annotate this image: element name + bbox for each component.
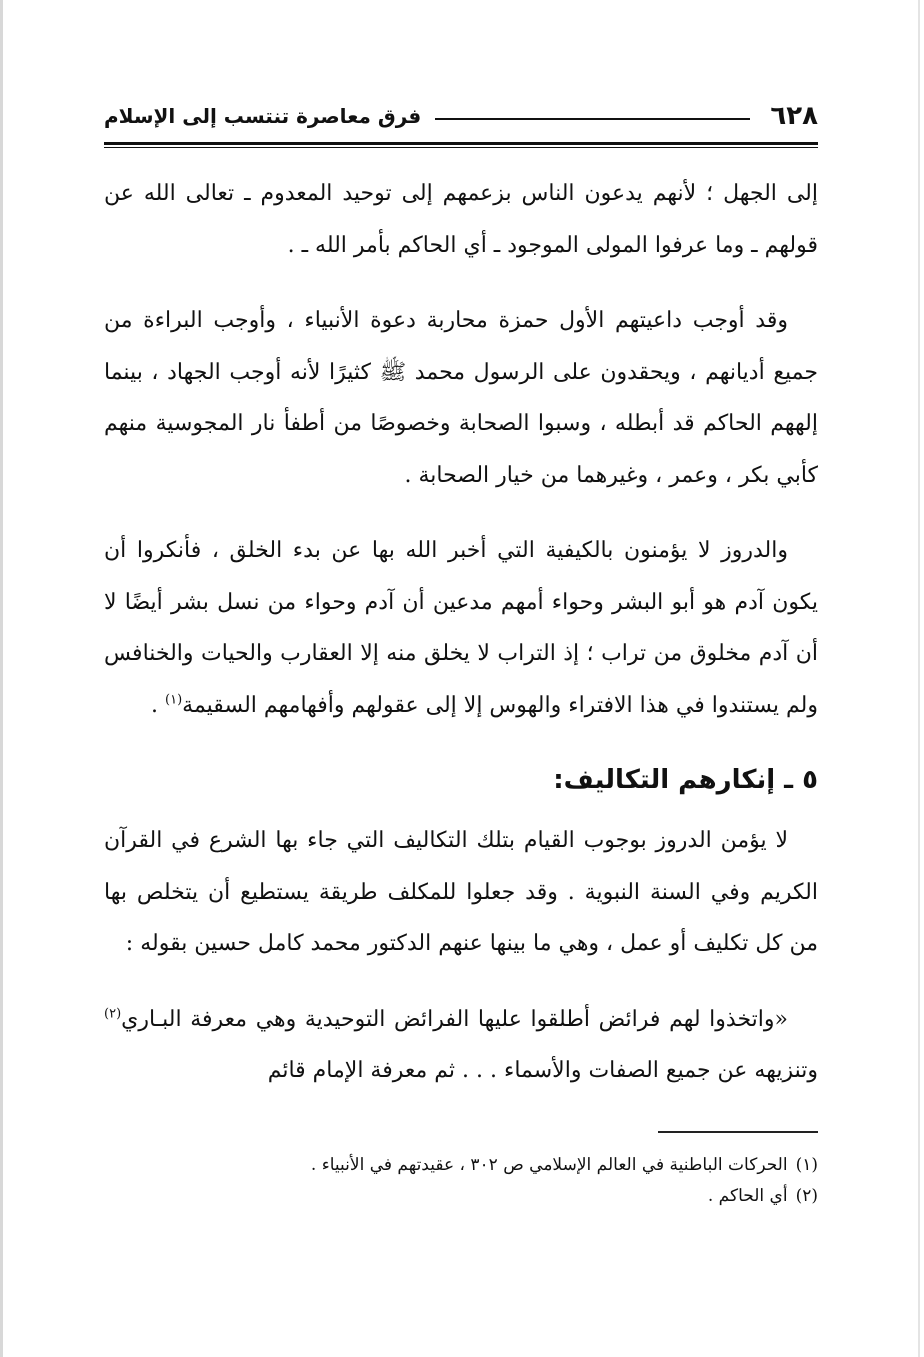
footnote-2-number: (٢) xyxy=(795,1186,818,1206)
paragraph-3-text: والدروز لا يؤمنون بالكيفية التي أخبر الله بها عن بدء الخلق ، فأنكروا أن يكون آدم هو أبو البشر وحواء أمهم مدعين أن آدم وحواء من نسل بشر أيضًا لا أن آدم مخلوق من تراب ؛ إذ التراب لا يخلق منه إلا العقارب والحيات والخنافس ولم يستندوا في هذا الافتراء والهوس إلا إلى عقولهم وأفهامهم السقيمة xyxy=(104,538,818,718)
footnote-1-text: الحركات الباطنية في العالم الإسلامي ص ٣٠٢ ، عقيدتهم في الأنبياء . xyxy=(310,1155,788,1175)
footnote-separator xyxy=(658,1131,818,1133)
footnote-1-number: (١) xyxy=(795,1155,818,1175)
book-page xyxy=(104,0,818,1357)
paragraph-1 xyxy=(104,168,818,271)
header-divider xyxy=(104,142,818,145)
paragraph-5-quote xyxy=(104,994,818,1097)
page-body xyxy=(104,168,818,1121)
footnote-2 xyxy=(104,1181,818,1212)
footnote-ref-1: (١) xyxy=(165,692,183,708)
section-heading: ٥ ـ إنكارهم التكاليف: xyxy=(553,765,818,795)
running-header xyxy=(104,96,818,136)
paragraph-3-tail: . xyxy=(151,692,166,718)
footnote-ref-2: (٢) xyxy=(104,1006,122,1022)
running-title: فرق معاصرة تنتسب إلى الإسلام xyxy=(104,104,422,128)
quote-text-before: «واتخذوا لهم فرائض أطلقوا عليها الفرائض التوحيدية وهي معرفة البـاري xyxy=(121,1006,788,1032)
scan-edge-right xyxy=(918,0,920,1357)
paragraph-3 xyxy=(104,525,818,731)
paragraph-4 xyxy=(104,815,818,970)
footnotes xyxy=(104,1150,818,1212)
paragraph-2-text: وقد أوجب داعيتهم الأول حمزة محاربة دعوة الأنبياء ، وأوجب البراءة من جميع أديانهم ، ويحقدون على الرسول محمد ﷺ كثيرًا لأنه أوجب الجهاد ، بينما إلههم الحاكم قد أبطله ، وسبوا الصحابة وخصوصًا من أطفأ نار المجوسية منهم كأبي بكر ، وعمر ، وغيرهما من خيار الصحابة . xyxy=(104,308,818,488)
paragraph-1-text: إلى الجهل ؛ لأنهم يدعون الناس بزعمهم إلى توحيد المعدوم ـ تعالى الله عن قولهم ـ وما عرفوا المولى الموجود ـ أي الحاكم بأمر الله ـ . xyxy=(104,181,818,258)
quote-text-after: وتنزيهه عن جميع الصفات والأسماء . . . ثم معرفة الإمام قائم xyxy=(267,1058,818,1083)
paragraph-4-text: لا يؤمن الدروز بوجوب القيام بتلك التكاليف التي جاء بها الشرع في القرآن الكريم وفي السنة النبوية . وقد جعلوا للمكلف طريقة يستطيع أن يتخلص بها من كل تكليف أو عمل ، وهي ما بينها عنهم الدكتور محمد كامل حسين بقوله : xyxy=(104,828,818,956)
page-number: ٦٢٨ xyxy=(770,101,818,131)
footnote-1 xyxy=(104,1150,818,1181)
footnote-2-text: أي الحاكم . xyxy=(707,1186,788,1206)
header-rule xyxy=(435,118,750,120)
scan-edge-left xyxy=(0,0,3,1357)
paragraph-2 xyxy=(104,295,818,501)
